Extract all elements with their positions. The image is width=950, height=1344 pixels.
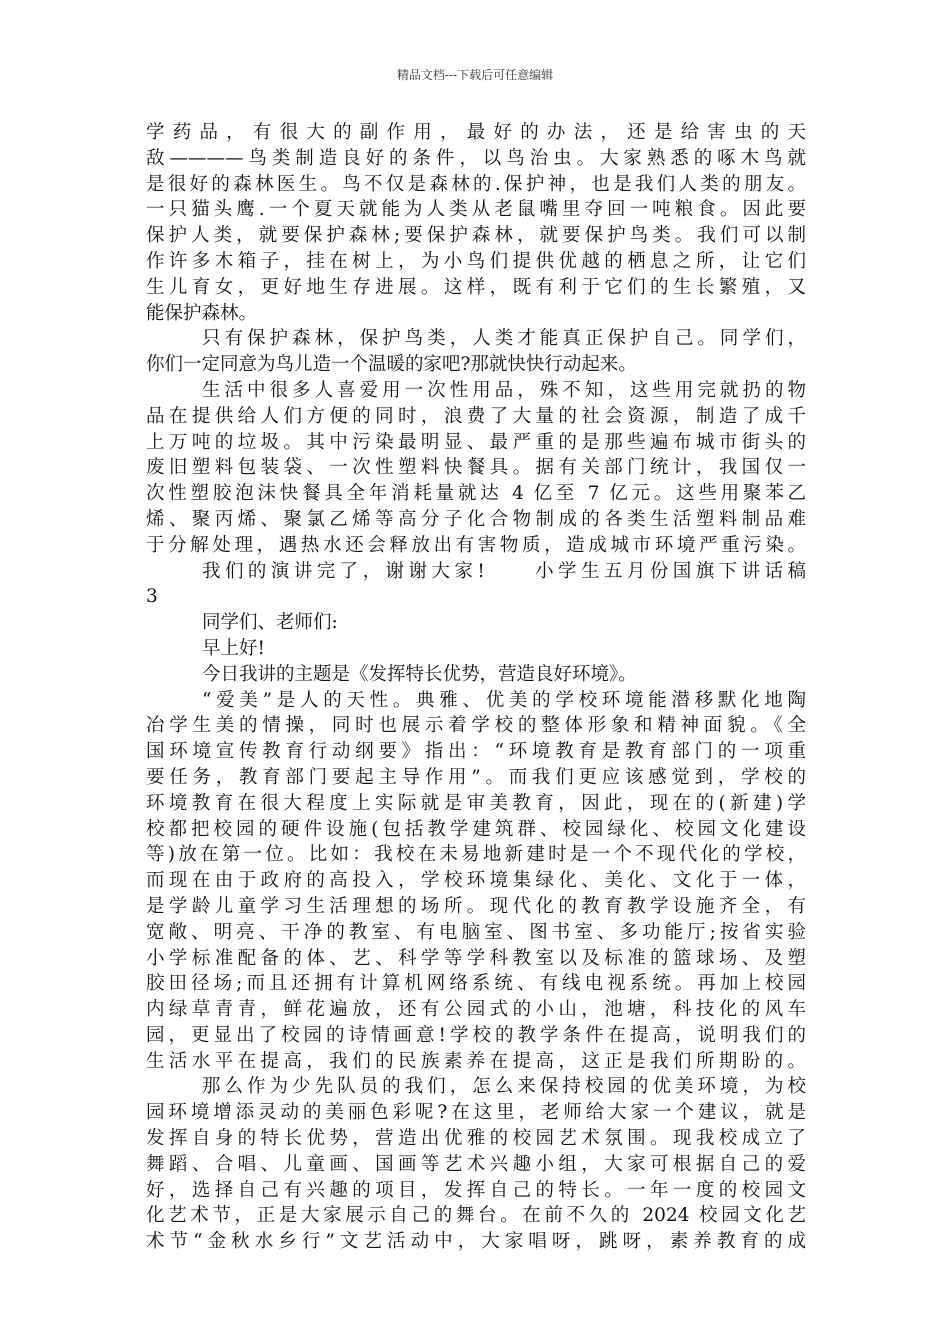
text-line: 今日我讲的主题是《发挥特长优势，营造良好环境》。	[202, 663, 637, 685]
text-line: 你们一定同意为鸟儿造一个温暖的家吧?那就快快行动起来。	[146, 354, 637, 376]
text-line: 校都把校园的硬件设施(包括教学建筑群、校园绿化、校园文化建设	[146, 818, 806, 840]
text-line: 化艺术节，正是大家展示自己的舞台。在前不久的 2024 校园文化艺	[146, 1205, 806, 1227]
text-line: 胶田径场;而且还拥有计算机网络系统、有线电视系统。再加上校园	[146, 973, 806, 995]
text-line: 学药品，有很大的副作用，最好的办法，还是给害虫的天	[146, 122, 806, 143]
text-line: 国环境宣传教育行动纲要》指出：“环境教育是教育部门的一项重	[146, 741, 806, 763]
text-line: 冶学生美的情操，同时也展示着学校的整体形象和精神面貌。《全	[146, 715, 806, 737]
document-body	[146, 120, 806, 1255]
text-line: 术节“金秋水乡行”文艺活动中，大家唱呀，跳呀，素养教育的成	[146, 1231, 806, 1253]
text-line: 园，更显出了校园的诗情画意!学校的教学条件在提高，说明我们的	[146, 1024, 806, 1046]
text-line: 发挥自身的特长优势，营造出优雅的校园艺术氛围。现我校成立了	[146, 1128, 806, 1150]
text-line: 能保护森林。	[146, 302, 258, 324]
text-line: 作许多木箱子，挂在树上，为小鸟们提供优越的栖息之所，让它们	[146, 250, 806, 272]
text-line: 好，选择自己有兴趣的项目，发挥自己的特长。一年一度的校园文	[146, 1179, 806, 1201]
text-line: 废旧塑料包装袋、一次性塑料快餐具。据有关部门统计，我国仅一	[146, 457, 806, 479]
text-line: 早上好!	[202, 637, 265, 659]
text-line: 上万吨的垃圾。其中污染最明显、最严重的是那些遍布城市街头的	[146, 431, 806, 453]
text-line: 是学龄儿童学习生活理想的场所。现代化的教育教学设施齐全，有	[146, 895, 806, 917]
text-line: 生活水平在提高，我们的民族素养在提高，这正是我们所期盼的。	[146, 1050, 806, 1072]
text-line: 于分解处理，遇热水还会释放出有害物质，造成城市环境严重污染。	[146, 534, 806, 556]
text-line: 一只猫头鹰.一个夏天就能为人类从老鼠嘴里夺回一吨粮食。因此要	[146, 199, 806, 221]
text-line: 生活中很多人喜爱用一次性用品，殊不知，这些用完就扔的物	[202, 379, 806, 401]
page-header: 精品文档---下载后可任意编辑	[396, 68, 554, 82]
text-line: “爱美”是人的天性。典雅、优美的学校环境能潜移默化地陶	[202, 689, 806, 711]
text-line: 我们的演讲完了，谢谢大家! 小学生五月份国旗下讲话稿	[202, 560, 806, 582]
text-line: 保护人类，就要保护森林;要保护森林，就要保护鸟类。我们可以制	[146, 225, 806, 247]
text-line: 环境教育在很大程度上实际就是审美教育，因此，现在的(新建)学	[146, 792, 806, 814]
text-line: 舞蹈、合唱、儿童画、国画等艺术兴趣小组，大家可根据自己的爱	[146, 1153, 806, 1175]
text-line: 品在提供给人们方便的同时，浪费了大量的社会资源，制造了成千	[146, 405, 806, 427]
text-line: 同学们、老师们:	[202, 612, 338, 634]
text-line: 园环境增添灵动的美丽色彩呢?在这里，老师给大家一个建议，就是	[146, 1102, 806, 1124]
text-line: 只有保护森林，保护鸟类，人类才能真正保护自己。同学们，	[202, 328, 806, 350]
text-line: 而现在由于政府的高投入，学校环境集绿化、美化、文化于一体，	[146, 870, 806, 892]
text-line: 要任务，教育部门要起主导作用”。而我们更应该感觉到，学校的	[146, 766, 806, 788]
text-line: 内绿草青青，鲜花遍放，还有公园式的小山，池塘，科技化的风车	[146, 999, 806, 1021]
text-line: 3	[146, 586, 158, 608]
text-line: 敌————鸟类制造良好的条件，以鸟治虫。大家熟悉的啄木鸟就	[146, 147, 806, 169]
text-line: 生儿育女，更好地生存进展。这样，既有利于它们的生长繁殖，又	[146, 276, 806, 298]
text-line: 宽敞、明亮、干净的教室、有电脑室、图书室、多功能厅;按省实验	[146, 921, 806, 943]
text-line: 那么作为少先队员的我们，怎么来保持校园的优美环境，为校	[202, 1076, 806, 1098]
text-line: 小学标准配备的体、艺、科学等学科教室以及标准的篮球场、及塑	[146, 947, 806, 969]
text-line: 烯、聚丙烯、聚氯乙烯等高分子化合物制成的各类生活塑料制品难	[146, 508, 806, 530]
text-line: 次性塑胶泡沫快餐具全年消耗量就达 4 亿至 7 亿元。这些用聚苯乙	[146, 483, 806, 505]
text-line: 等)放在第一位。比如：我校在未易地新建时是一个不现代化的学校，	[146, 844, 806, 866]
text-line: 是很好的森林医生。鸟不仅是森林的.保护神，也是我们人类的朋友。	[146, 173, 806, 195]
